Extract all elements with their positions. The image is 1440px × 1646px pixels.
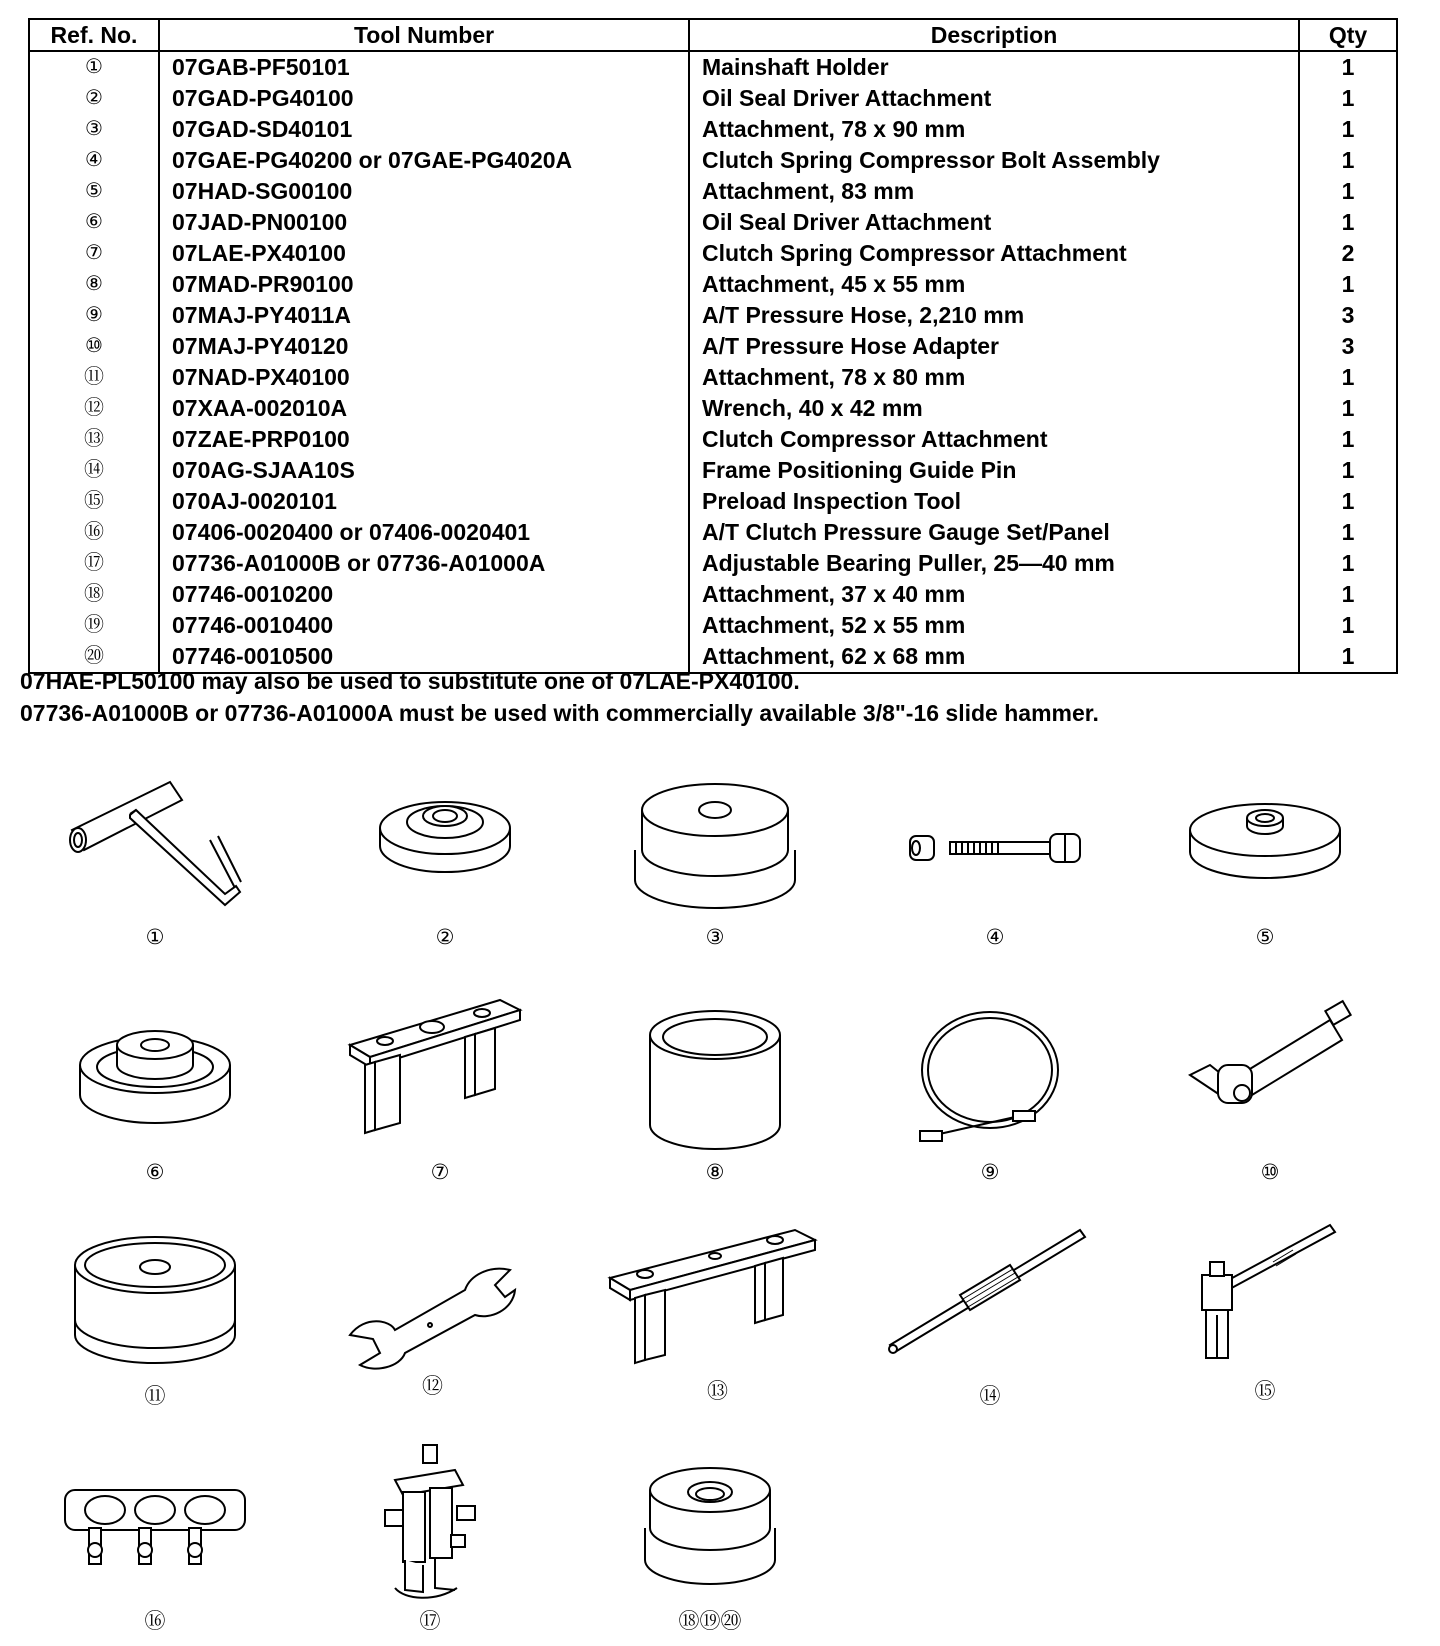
qty-cell: 3 xyxy=(1299,300,1397,331)
ref-no-cell: ⑬ xyxy=(29,424,159,455)
tool-number-cell: 07HAD-SG00100 xyxy=(159,176,689,207)
ref-no-cell: ⑰ xyxy=(29,548,159,579)
qty-cell: 3 xyxy=(1299,331,1397,362)
qty-cell: 1 xyxy=(1299,486,1397,517)
description-cell: Oil Seal Driver Attachment xyxy=(689,83,1299,114)
table-row xyxy=(29,145,1397,176)
qty-cell: 1 xyxy=(1299,579,1397,610)
figure-11-label: ⑪ xyxy=(144,1384,166,1408)
description-cell: Attachment, 78 x 80 mm xyxy=(689,362,1299,393)
figure-18-19-20 xyxy=(640,1460,780,1640)
figure-18-19-20-label: ⑱⑲⑳ xyxy=(678,1609,742,1633)
table-row xyxy=(29,424,1397,455)
figure-14 xyxy=(885,1225,1095,1425)
qty-cell: 1 xyxy=(1299,393,1397,424)
figure-5 xyxy=(1185,770,1345,980)
figure-16 xyxy=(55,1470,255,1640)
figure-9-label: ⑨ xyxy=(980,1160,1000,1184)
description-cell: Wrench, 40 x 42 mm xyxy=(689,393,1299,424)
tool-number-cell: 070AG-SJAA10S xyxy=(159,455,689,486)
figure-9 xyxy=(915,1005,1065,1205)
spring-compressor-attachment-icon xyxy=(345,995,535,1155)
table-row xyxy=(29,300,1397,331)
qty-cell: 1 xyxy=(1299,207,1397,238)
table-row xyxy=(29,610,1397,641)
figure-2 xyxy=(370,770,520,980)
header-tool-number: Tool Number xyxy=(159,19,689,51)
tool-number-cell: 07736-A01000B or 07736-A01000A xyxy=(159,548,689,579)
figure-15 xyxy=(1180,1220,1350,1425)
description-cell: Attachment, 83 mm xyxy=(689,176,1299,207)
description-cell: Attachment, 62 x 68 mm xyxy=(689,641,1299,673)
figure-5-label: ⑤ xyxy=(1255,925,1275,949)
wide-attachment-disc-icon xyxy=(70,1225,240,1375)
description-cell: Attachment, 45 x 55 mm xyxy=(689,269,1299,300)
table-row xyxy=(29,579,1397,610)
figure-4 xyxy=(900,770,1090,980)
hose-adapter-icon xyxy=(1180,995,1360,1155)
figure-14-label: ⑭ xyxy=(979,1384,1001,1408)
ref-no-cell: ② xyxy=(29,83,159,114)
qty-cell: 1 xyxy=(1299,517,1397,548)
qty-cell: 1 xyxy=(1299,145,1397,176)
description-cell: Adjustable Bearing Puller, 25—40 mm xyxy=(689,548,1299,579)
bolt-assembly-icon xyxy=(900,770,1090,920)
small-driver-attachment-icon xyxy=(370,770,520,920)
qty-cell: 2 xyxy=(1299,238,1397,269)
figure-1-label: ① xyxy=(145,925,165,949)
bearing-puller-icon xyxy=(375,1440,485,1600)
header-ref-no: Ref. No. xyxy=(29,19,159,51)
qty-cell: 1 xyxy=(1299,610,1397,641)
ref-no-cell: ⑧ xyxy=(29,269,159,300)
preload-inspection-tool-icon xyxy=(1180,1220,1350,1370)
figure-2-label: ② xyxy=(435,925,455,949)
open-end-wrench-icon xyxy=(345,1235,520,1375)
table-row xyxy=(29,176,1397,207)
qty-cell: 1 xyxy=(1299,641,1397,673)
qty-cell: 1 xyxy=(1299,114,1397,145)
ref-no-cell: ④ xyxy=(29,145,159,176)
tool-number-cell: 07406-0020400 or 07406-0020401 xyxy=(159,517,689,548)
tool-number-cell: 07GAE-PG40200 or 07GAE-PG4020A xyxy=(159,145,689,176)
table-row xyxy=(29,51,1397,83)
table-row xyxy=(29,517,1397,548)
description-cell: Oil Seal Driver Attachment xyxy=(689,207,1299,238)
ref-no-cell: ⑭ xyxy=(29,455,159,486)
tool-number-cell: 07746-0010200 xyxy=(159,579,689,610)
description-cell: A/T Pressure Hose Adapter xyxy=(689,331,1299,362)
figure-3 xyxy=(630,770,800,980)
ref-no-cell: ⑦ xyxy=(29,238,159,269)
tool-number-cell: 07JAD-PN00100 xyxy=(159,207,689,238)
ref-no-cell: ⑤ xyxy=(29,176,159,207)
description-cell: Attachment, 37 x 40 mm xyxy=(689,579,1299,610)
table-row xyxy=(29,331,1397,362)
ref-no-cell: ⑫ xyxy=(29,393,159,424)
description-cell: Clutch Spring Compressor Bolt Assembly xyxy=(689,145,1299,176)
ref-no-cell: ⑩ xyxy=(29,331,159,362)
tool-number-cell: 07ZAE-PRP0100 xyxy=(159,424,689,455)
figure-3-label: ③ xyxy=(705,925,725,949)
figure-4-label: ④ xyxy=(985,925,1005,949)
ref-no-cell: ⑨ xyxy=(29,300,159,331)
table-header-row xyxy=(29,19,1397,51)
tool-number-cell: 07MAJ-PY40120 xyxy=(159,331,689,362)
qty-cell: 1 xyxy=(1299,176,1397,207)
substitution-note: 07HAE-PL50100 may also be used to substitute one of 07LAE-PX40100. xyxy=(20,668,800,694)
figure-7-label: ⑦ xyxy=(430,1160,450,1184)
qty-cell: 1 xyxy=(1299,269,1397,300)
flat-attachment-disc-icon xyxy=(1185,770,1345,920)
figure-6 xyxy=(75,1005,235,1205)
qty-cell: 1 xyxy=(1299,83,1397,114)
ref-no-cell: ⑥ xyxy=(29,207,159,238)
table-row xyxy=(29,238,1397,269)
figure-10 xyxy=(1180,995,1360,1205)
figure-12 xyxy=(345,1235,520,1425)
clutch-compressor-attachment-icon xyxy=(605,1220,830,1370)
ref-no-cell: ⑱ xyxy=(29,579,159,610)
table-row xyxy=(29,548,1397,579)
description-cell: Attachment, 52 x 55 mm xyxy=(689,610,1299,641)
figure-11 xyxy=(70,1225,240,1425)
description-cell: A/T Pressure Hose, 2,210 mm xyxy=(689,300,1299,331)
figure-6-label: ⑥ xyxy=(145,1160,165,1184)
ref-no-cell: ⑪ xyxy=(29,362,159,393)
description-cell: Clutch Spring Compressor Attachment xyxy=(689,238,1299,269)
figure-15-label: ⑮ xyxy=(1254,1379,1276,1403)
pressure-hose-icon xyxy=(915,1005,1065,1155)
ref-no-cell: ⑯ xyxy=(29,517,159,548)
tool-number-cell: 07GAD-SD40101 xyxy=(159,114,689,145)
ref-no-cell: ① xyxy=(29,51,159,83)
header-qty: Qty xyxy=(1299,19,1397,51)
figure-16-label: ⑯ xyxy=(144,1609,166,1633)
description-cell: Mainshaft Holder xyxy=(689,51,1299,83)
figure-8-label: ⑧ xyxy=(705,1160,725,1184)
figure-17-label: ⑰ xyxy=(419,1609,441,1633)
header-description: Description xyxy=(689,19,1299,51)
table-row xyxy=(29,393,1397,424)
qty-cell: 1 xyxy=(1299,455,1397,486)
table-row xyxy=(29,114,1397,145)
table-row xyxy=(29,486,1397,517)
figure-17 xyxy=(375,1440,485,1640)
tool-number-cell: 07MAD-PR90100 xyxy=(159,269,689,300)
qty-cell: 1 xyxy=(1299,51,1397,83)
qty-cell: 1 xyxy=(1299,362,1397,393)
figure-10-label: ⑩ xyxy=(1260,1160,1280,1184)
figure-12-label: ⑫ xyxy=(422,1374,443,1398)
table-row xyxy=(29,207,1397,238)
tool-number-cell: 07GAB-PF50101 xyxy=(159,51,689,83)
large-attachment-disc-icon xyxy=(630,770,800,920)
ref-no-cell: ③ xyxy=(29,114,159,145)
ref-no-cell: ⑲ xyxy=(29,610,159,641)
tool-number-cell: 07NAD-PX40100 xyxy=(159,362,689,393)
description-cell: Clutch Compressor Attachment xyxy=(689,424,1299,455)
oil-seal-driver-icon xyxy=(75,1005,235,1155)
pressure-gauge-panel-icon xyxy=(55,1470,255,1580)
guide-pin-icon xyxy=(885,1225,1095,1375)
figure-7 xyxy=(345,995,535,1205)
tool-number-cell: 07MAJ-PY4011A xyxy=(159,300,689,331)
ref-no-cell: ⑮ xyxy=(29,486,159,517)
cylinder-attachment-icon xyxy=(645,1005,785,1155)
tool-number-cell: 07LAE-PX40100 xyxy=(159,238,689,269)
tool-number-cell: 07GAD-PG40100 xyxy=(159,83,689,114)
ref-no-cell: ⑳ xyxy=(29,641,159,673)
qty-cell: 1 xyxy=(1299,548,1397,579)
description-cell: A/T Clutch Pressure Gauge Set/Panel xyxy=(689,517,1299,548)
table-row xyxy=(29,455,1397,486)
table-row xyxy=(29,83,1397,114)
tool-number-cell: 070AJ-0020101 xyxy=(159,486,689,517)
figure-8 xyxy=(645,1005,785,1205)
special-tools-table xyxy=(28,18,1398,674)
stepped-attachment-icon xyxy=(640,1460,780,1590)
description-cell: Attachment, 78 x 90 mm xyxy=(689,114,1299,145)
figure-1 xyxy=(50,770,260,980)
figure-13 xyxy=(605,1220,830,1425)
table-row xyxy=(29,362,1397,393)
t-handle-wrench-icon xyxy=(50,770,260,920)
description-cell: Frame Positioning Guide Pin xyxy=(689,455,1299,486)
description-cell: Preload Inspection Tool xyxy=(689,486,1299,517)
figure-13-label: ⑬ xyxy=(707,1379,728,1403)
qty-cell: 1 xyxy=(1299,424,1397,455)
tool-number-cell: 07746-0010400 xyxy=(159,610,689,641)
tool-number-cell: 07746-0010500 xyxy=(159,641,689,673)
table-row xyxy=(29,269,1397,300)
slide-hammer-note: 07736-A01000B or 07736-A01000A must be used with commercially available 3/8"-16 slide hammer. xyxy=(20,700,1099,726)
tool-number-cell: 07XAA-002010A xyxy=(159,393,689,424)
